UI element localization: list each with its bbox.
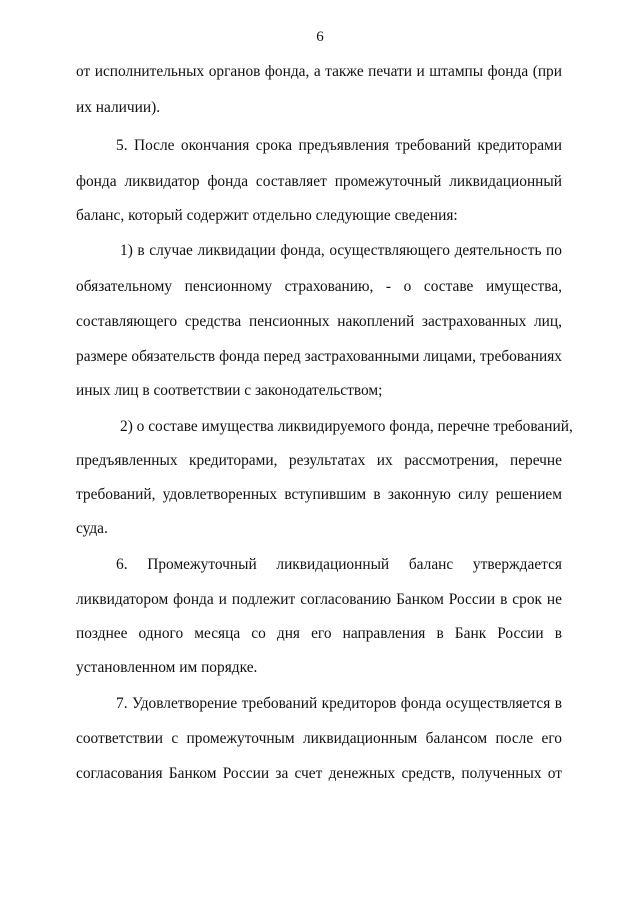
text-line: их наличии). bbox=[76, 99, 161, 116]
text-line: обязательному пенсионному страхованию, - о составе имущества, bbox=[76, 278, 562, 295]
text-line: предъявленных кредиторами, результатах их рассмотрения, перечне bbox=[76, 452, 562, 469]
paragraph-6-first-line: 6. Промежуточный ликвидационный баланс утверждается bbox=[116, 556, 562, 573]
text-line: размере обязательств фонда перед застрахованными лицами, требованиях bbox=[76, 348, 562, 365]
paragraph-7-first-line: 7. Удовлетворение требований кредиторов фонда осуществляется в bbox=[116, 695, 562, 712]
text-line: иных лиц в соответствии с законодательством; bbox=[76, 382, 383, 399]
text-line: требований, удовлетворенных вступившим в законную силу решением bbox=[76, 486, 562, 503]
page-number: 6 bbox=[316, 29, 324, 45]
list-item-1-first-line: 1) в случае ликвидации фонда, осуществляющего деятельность по bbox=[120, 242, 562, 259]
text-line: позднее одного месяца со дня его направления в Банк России в bbox=[76, 625, 562, 642]
text-line: суда. bbox=[76, 520, 108, 537]
text-line: соответствии с промежуточным ликвидационным балансом после его bbox=[76, 730, 562, 747]
text-line: баланс, который содержит отдельно следующие сведения: bbox=[76, 207, 458, 224]
text-line: составляющего средства пенсионных накоплений застрахованных лиц, bbox=[76, 313, 562, 330]
text-line: установленном им порядке. bbox=[76, 659, 258, 676]
text-line: ликвидатором фонда и подлежит согласованию Банком России в срок не bbox=[76, 591, 562, 608]
paragraph-5-first-line: 5. После окончания срока предъявления требований кредиторами bbox=[116, 137, 562, 154]
text-line: согласования Банком России за счет денежных средств, полученных от bbox=[76, 765, 562, 782]
text-line: фонда ликвидатор фонда составляет промежуточный ликвидационный bbox=[76, 173, 562, 190]
list-item-2-first-line: 2) о составе имущества ликвидируемого фонда, перечне требований, bbox=[120, 418, 573, 435]
text-line: от исполнительных органов фонда, а также печати и штампы фонда (при bbox=[76, 63, 562, 80]
